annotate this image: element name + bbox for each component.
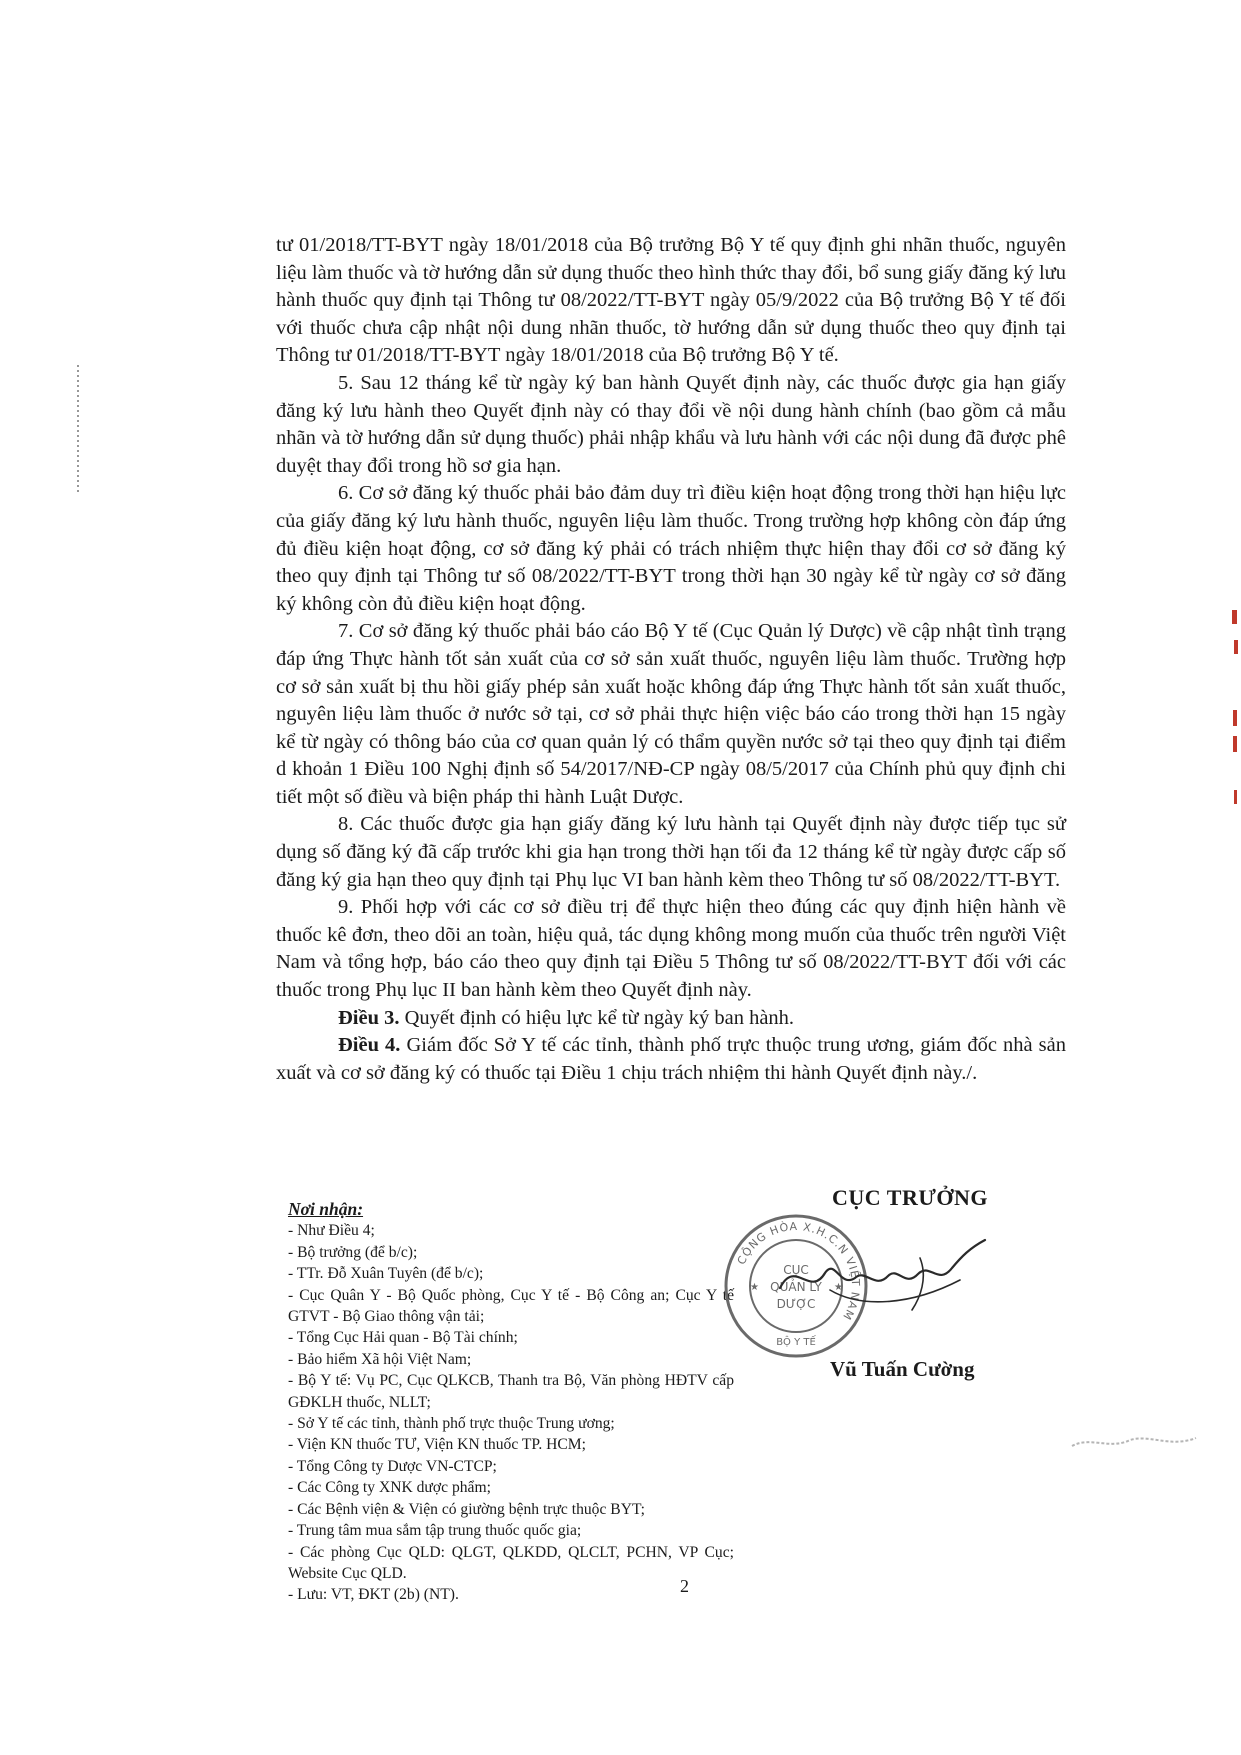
recipients-list (288, 1220, 734, 1605)
paragraph-item-7: 7. Cơ sở đăng ký thuốc phải báo cáo Bộ Y tế (Cục Quản lý Dược) về cập nhật tình trạng đáp ứng Thực hành tốt sản xuất của cơ sở sản xuất thuốc, nguyên liệu làm thuốc. Trường hợp cơ sở sản xuất bị thu hồi giấy phép sản xuất hoặc không đáp ứng Thực hành tốt sản xuất thuốc, nguyên liệu làm thuốc ở nước sở tại, cơ sở phải thực hiện việc báo cáo trong thời hạn 15 ngày kể từ ngày có thông báo của cơ quan quản lý có thẩm quyền nước sở tại theo quy định tại điểm d khoản 1 Điều 100 Nghị định số 54/2017/NĐ-CP ngày 08/5/2017 của Chính phủ quy định chi tiết một số điều và biện pháp thi hành Luật Dược. (276, 620, 1066, 808)
paragraph-item-5: 5. Sau 12 tháng kể từ ngày ký ban hành Quyết định này, các thuốc được gia hạn giấy đăng ký lưu hành theo Quyết định này có thay đổi về nội dung hành chính (bao gồm cả mẫu nhãn và tờ hướng dẫn sử dụng thuốc) phải nhập khẩu và lưu hành với các nội dung đã được phê duyệt thay đổi trong hồ sơ gia hạn. (276, 371, 1066, 477)
page-number: 2 (680, 1576, 689, 1596)
recipient-item: - Lưu: VT, ĐKT (2b) (NT). (288, 1586, 459, 1604)
article-3-text: Quyết định có hiệu lực kể từ ngày ký ban hành. (399, 1006, 795, 1029)
recipient-item: - Tổng Cục Hải quan - Bộ Tài chính; (288, 1329, 518, 1347)
recipient-item: - Tổng Công ty Dược VN-CTCP; (288, 1457, 497, 1475)
recipients-block (288, 1199, 734, 1606)
recipient-item: - Viện KN thuốc TƯ, Viện KN thuốc TP. HCM; (288, 1436, 586, 1454)
paragraph-item-9: 9. Phối hợp với các cơ sở điều trị để thực hiện theo đúng các quy định hiện hành về thuốc kê đơn, theo dõi an toàn, hiệu quả, tác dụng không mong muốn của thuốc trên người Việt Nam và tổng hợp, báo cáo theo quy định tại Điều 5 Thông tư số 08/2022/TT-BYT đối với các thuốc trong Phụ lục II ban hành kèm theo Quyết định này. (276, 896, 1066, 1002)
svg-text:★: ★ (834, 1282, 843, 1293)
article-3 (276, 1005, 1066, 1033)
signer-name: Vũ Tuấn Cường (830, 1357, 975, 1381)
paragraph-item-6: 6. Cơ sở đăng ký thuốc phải bảo đảm duy trì điều kiện hoạt động trong thời hạn hiệu lực của giấy đăng ký lưu hành thuốc, nguyên liệu làm thuốc. Trong trường hợp không còn đáp ứng đủ điều kiện hoạt động, cơ sở đăng ký phải có trách nhiệm thực hiện thay đổi cơ sở đăng ký theo quy định tại Thông tư số 08/2022/TT-BYT trong thời hạn 30 ngày kể từ ngày cơ sở đăng ký không còn đủ điều kiện hoạt động. (276, 482, 1066, 615)
svg-text:★: ★ (750, 1282, 759, 1293)
margin-punch-marks (76, 365, 80, 495)
recipient-item: - Các phòng Cục QLD: QLGT, QLKDD, QLCLT, PCHN, VP Cục; Website Cục QLD. (288, 1543, 734, 1582)
recipient-item: - Sở Y tế các tỉnh, thành phố trực thuộc Trung ương; (288, 1415, 615, 1433)
recipient-item: - TTr. Đỗ Xuân Tuyên (để b/c); (288, 1265, 484, 1283)
svg-text:DƯỢC: DƯỢC (776, 1297, 816, 1311)
scan-edge-marks (1228, 610, 1241, 810)
recipient-item: - Bộ Y tế: Vụ PC, Cục QLKCB, Thanh tra Bộ, Văn phòng HĐTV cấp GĐKLH thuốc, NLLT; (288, 1372, 734, 1411)
svg-text:CỘNG HÒA X.H.C.N VIỆT NAM: CỘNG HÒA X.H.C.N VIỆT NAM (734, 1219, 863, 1323)
article-4-label: Điều 4. (338, 1034, 401, 1057)
svg-text:BỘ Y TẾ: BỘ Y TẾ (776, 1337, 816, 1348)
handwritten-signature-icon (770, 1228, 1000, 1318)
recipient-item: - Trung tâm mua sắm tập trung thuốc quốc gia; (288, 1522, 582, 1540)
recipients-heading: Nơi nhận: (288, 1199, 364, 1219)
svg-text:CỤC: CỤC (783, 1263, 809, 1277)
recipient-item: - Cục Quân Y - Bộ Quốc phòng, Cục Y tế - Bộ Công an; Cục Y tế GTVT - Bộ Giao thông vận tải; (288, 1286, 734, 1326)
recipient-item: - Như Điều 4; (288, 1222, 375, 1240)
article-4-text: Giám đốc Sở Y tế các tỉnh, thành phố trực thuộc trung ương, giám đốc nhà sản xuất và cơ sở đăng ký có thuốc tại Điều 1 chịu trách nhiệm thi hành Quyết định này./. (276, 1034, 1067, 1084)
recipient-item: - Bảo hiểm Xã hội Việt Nam; (288, 1350, 472, 1368)
recipient-item: - Bộ trưởng (để b/c); (288, 1243, 418, 1261)
faint-stamp-mark-icon (1070, 1432, 1200, 1458)
paragraph-continuation: tư 01/2018/TT-BYT ngày 18/01/2018 của Bộ trưởng Bộ Y tế quy định ghi nhãn thuốc, nguyên liệu làm thuốc và tờ hướng dẫn sử dụng thuốc theo hình thức thay đổi, bổ sung giấy đăng ký lưu hành thuốc quy định tại Thông tư 08/2022/TT-BYT ngày 05/9/2022 của Bộ trưởng Bộ Y tế đối với thuốc chưa cập nhật nội dung nhãn thuốc, tờ hướng dẫn sử dụng thuốc theo quy định tại Thông tư 01/2018/TT-BYT ngày 18/01/2018 của Bộ trưởng Bộ Y tế. (276, 234, 1066, 367)
signature-block (800, 1185, 1020, 1381)
recipient-item: - Các Công ty XNK dược phẩm; (288, 1479, 491, 1497)
recipient-item: - Các Bệnh viện & Viện có giường bệnh trực thuộc BYT; (288, 1500, 645, 1518)
article-4 (276, 1032, 1066, 1087)
article-3-label: Điều 3. (338, 1006, 400, 1029)
body-text (276, 232, 1066, 1087)
svg-text:QUẢN LÝ: QUẢN LÝ (770, 1280, 822, 1294)
signer-title: CỤC TRƯỞNG (832, 1185, 988, 1210)
paragraph-item-8: 8. Các thuốc được gia hạn giấy đăng ký lưu hành tại Quyết định này được tiếp tục sử dụng số đăng ký đã cấp trước khi gia hạn trong thời hạn tối đa 12 tháng kể từ ngày được cấp số đăng ký gia hạn theo quy định tại Phụ lục VI ban hành kèm theo Thông tư số 08/2022/TT-BYT. (276, 813, 1066, 891)
